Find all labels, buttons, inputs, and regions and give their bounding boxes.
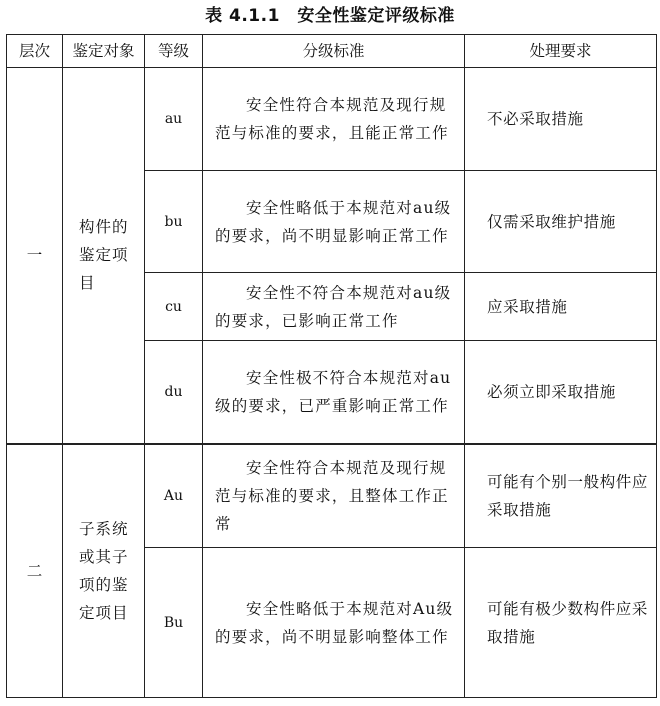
grade-cell: Au [145, 444, 203, 548]
action-cell: 可能有极少数构件应采取措施 [465, 548, 657, 698]
table-row [7, 68, 657, 171]
table-row [7, 444, 657, 548]
action-cell: 不必采取措施 [465, 68, 657, 171]
standard-cell: 安全性略低于本规范对Au级的要求，尚不明显影响整体工作 [203, 548, 465, 698]
object-cell: 构件的鉴定项目 [63, 68, 145, 444]
table-title: 表 4.1.1 安全性鉴定评级标准 [205, 6, 455, 26]
grade-cell: Bu [145, 548, 203, 698]
level-cell: 二 [7, 444, 63, 698]
header-action: 处理要求 [465, 35, 657, 68]
standard-cell: 安全性略低于本规范对au级的要求，尚不明显影响正常工作 [203, 171, 465, 273]
safety-grading-table [6, 34, 657, 698]
action-cell: 可能有个别一般构件应采取措施 [465, 444, 657, 548]
action-cell: 应采取措施 [465, 273, 657, 341]
standard-cell: 安全性符合本规范及现行规范与标准的要求，且能正常工作 [203, 68, 465, 171]
object-cell: 子系统或其子项的鉴定项目 [63, 444, 145, 698]
header-standard: 分级标准 [203, 35, 465, 68]
standard-cell: 安全性不符合本规范对au级的要求，已影响正常工作 [203, 273, 465, 341]
standard-cell: 安全性符合本规范及现行规范与标准的要求，且整体工作正常 [203, 444, 465, 548]
grade-cell: bu [145, 171, 203, 273]
action-cell: 仅需采取维护措施 [465, 171, 657, 273]
action-cell: 必须立即采取措施 [465, 341, 657, 444]
level-cell: 一 [7, 68, 63, 444]
header-object: 鉴定对象 [63, 35, 145, 68]
grade-cell: du [145, 341, 203, 444]
header-level: 层次 [7, 35, 63, 68]
header-grade: 等级 [145, 35, 203, 68]
header-row [7, 35, 657, 68]
standard-cell: 安全性极不符合本规范对au级的要求，已严重影响正常工作 [203, 341, 465, 444]
grade-cell: au [145, 68, 203, 171]
grade-cell: cu [145, 273, 203, 341]
